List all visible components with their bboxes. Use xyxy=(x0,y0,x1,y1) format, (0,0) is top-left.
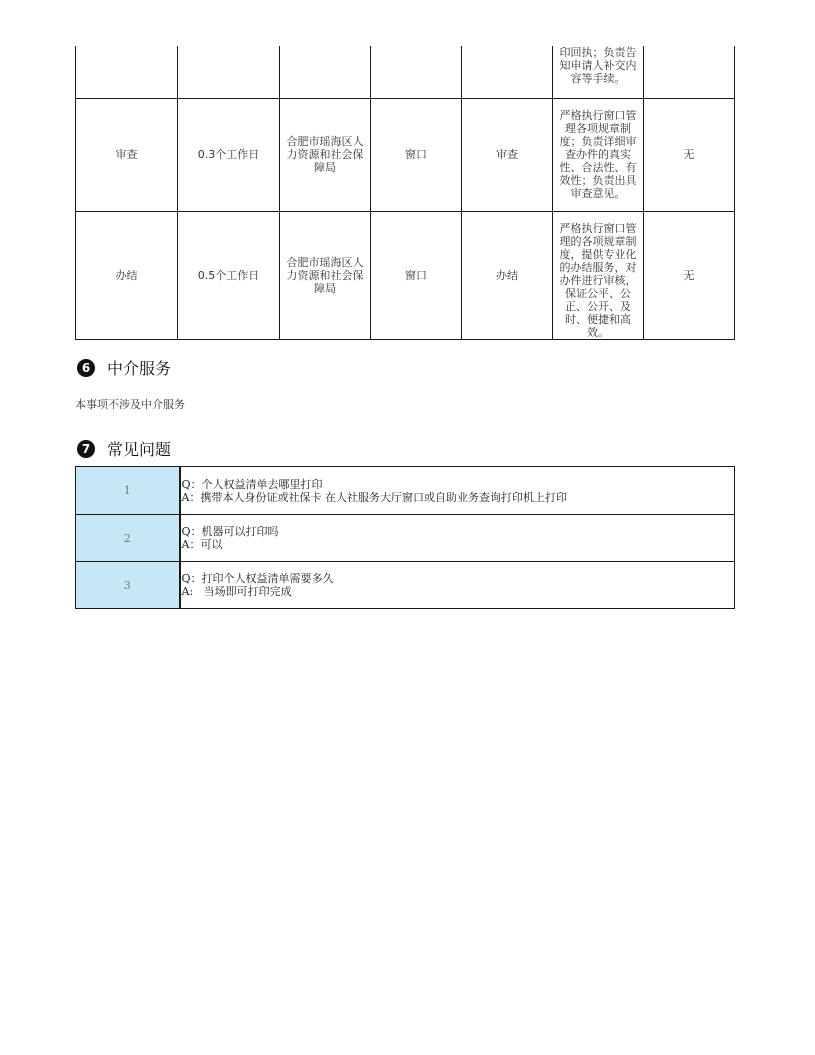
dept-cell: 合肥市瑶海区人力资源和社会保障局 xyxy=(280,211,371,339)
faq-table xyxy=(75,466,735,609)
remark-cell: 无 xyxy=(644,98,735,211)
faq-row xyxy=(76,515,735,562)
number-badge-icon: 6 xyxy=(77,359,95,377)
result-cell xyxy=(462,46,553,98)
intermediary-section-heading xyxy=(77,356,171,379)
faq-row xyxy=(76,562,735,609)
time-limit-cell xyxy=(178,46,280,98)
faq-answer: A: 当场即可打印完成 xyxy=(181,585,292,598)
faq-answer: A：可以 xyxy=(181,538,223,551)
dept-cell: 合肥市瑶海区人力资源和社会保障局 xyxy=(280,98,371,211)
method-cell: 窗口 xyxy=(371,211,462,339)
process-table xyxy=(75,46,735,340)
result-cell: 办结 xyxy=(462,211,553,339)
faq-index: 1 xyxy=(76,467,180,515)
faq-qa-cell xyxy=(180,467,735,515)
number-badge-icon: 7 xyxy=(77,440,95,458)
method-cell xyxy=(371,46,462,98)
description-cell: 严格执行窗口管理各项规章制度；负责详细审查办件的真实性、合法性、有效性；负责出具审查意见。 xyxy=(553,98,644,211)
table-row xyxy=(76,98,735,211)
intermediary-note: 本事项不涉及中介服务 xyxy=(75,398,185,411)
faq-question: Q：个人权益清单去哪里打印 xyxy=(181,477,323,491)
time-limit-cell: 0.3个工作日 xyxy=(178,98,280,211)
step-cell: 办结 xyxy=(76,211,178,339)
method-cell: 窗口 xyxy=(371,98,462,211)
faq-qa-cell xyxy=(180,515,735,562)
step-cell xyxy=(76,46,178,98)
faq-index: 2 xyxy=(76,515,180,562)
table-row xyxy=(76,211,735,339)
faq-answer: A：携带本人身份证或社保卡 在人社服务大厅窗口或自助业务查询打印机上打印 xyxy=(181,490,567,504)
faq-question: Q：打印个人权益清单需要多久 xyxy=(181,572,334,585)
dept-cell xyxy=(280,46,371,98)
remark-cell xyxy=(644,46,735,98)
faq-row xyxy=(76,467,735,515)
table-row-continued xyxy=(76,46,735,98)
result-cell: 审查 xyxy=(462,98,553,211)
faq-question: Q：机器可以打印吗 xyxy=(181,525,279,538)
description-cell: 印回执；负责告知申请人补交内容等手续。 xyxy=(553,46,644,98)
faq-index: 3 xyxy=(76,562,180,609)
section-title: 中介服务 xyxy=(107,359,172,378)
time-limit-cell: 0.5个工作日 xyxy=(178,211,280,339)
step-cell: 审查 xyxy=(76,98,178,211)
remark-cell: 无 xyxy=(644,211,735,339)
faq-section-heading xyxy=(77,437,171,460)
faq-qa-cell xyxy=(180,562,735,609)
section-title: 常见问题 xyxy=(107,440,172,459)
description-cell: 严格执行窗口管理的各项规章制度，提供专业化的办结服务，对办件进行审核，保证公平、公正、公开、及时、便捷和高效。 xyxy=(553,211,644,339)
